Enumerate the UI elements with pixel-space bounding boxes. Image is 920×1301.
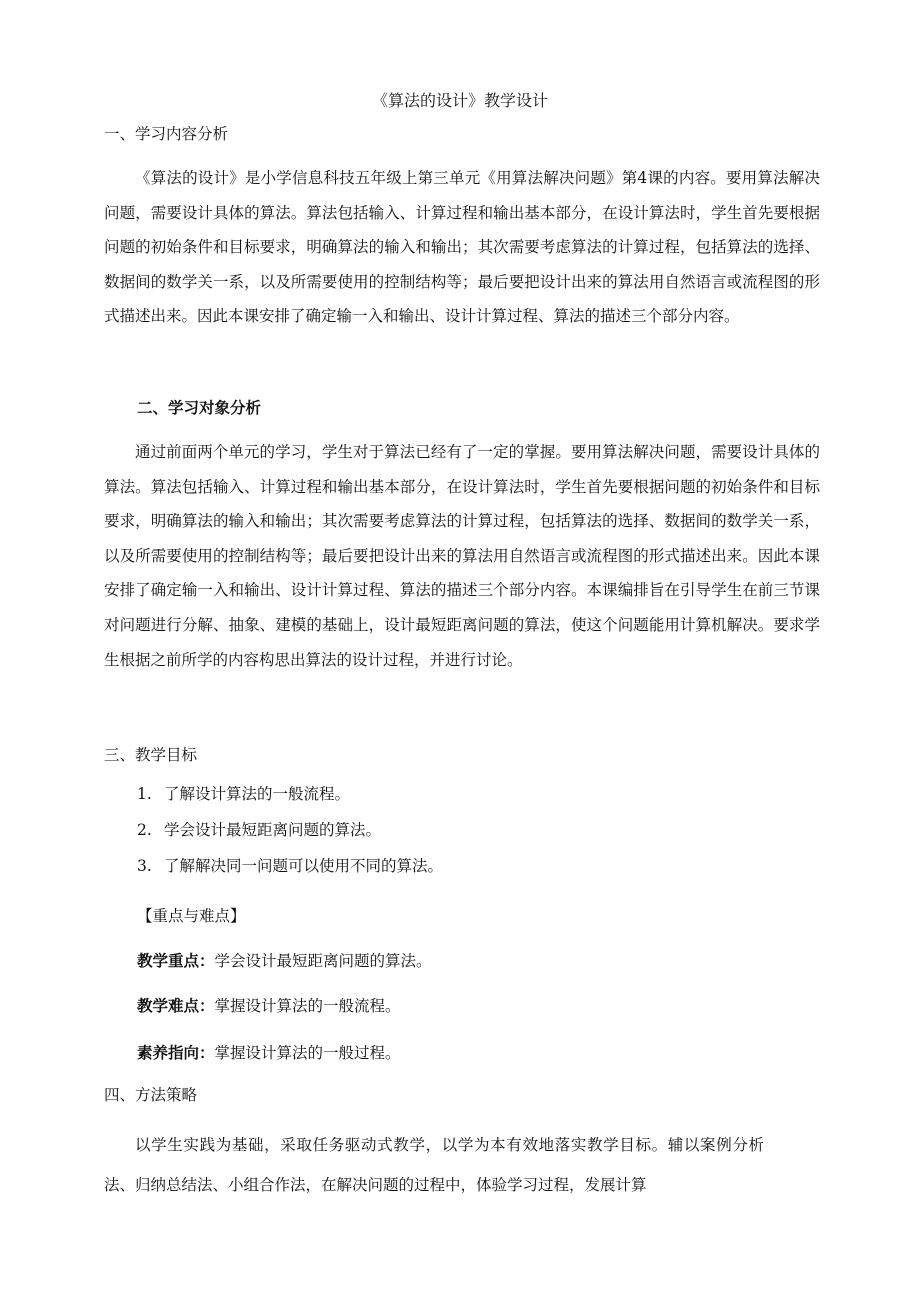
literacy-line bbox=[137, 1042, 401, 1064]
literacy-label: 素养指向： bbox=[137, 1043, 215, 1062]
document-title: 《算法的设计》教学设计 bbox=[371, 91, 548, 110]
goal-number: 1. bbox=[137, 785, 152, 803]
key-points-heading: 【重点与难点】 bbox=[137, 907, 246, 925]
key-point-line bbox=[137, 950, 432, 972]
teaching-goals-list bbox=[137, 783, 443, 891]
difficulty-line bbox=[137, 995, 401, 1017]
goal-number: 3. bbox=[137, 857, 152, 875]
goal-number: 2. bbox=[137, 821, 152, 839]
paragraph-learner-analysis: 通过前面两个单元的学习，学生对于算法已经有了一定的掌握。要用算法解决问题，需要设计具体的算法。算法包括输入、计算过程和输出基本部分，在设计算法时，学生首先要根据问题的初始条件和目标要求，明确算法的输入和输出；其次需要考虑算法的计算过程，包括算法的选择、数据间的数学关一系，以及所需要使用的控制结构等；最后要把设计出来的算法用自然语言或流程图的形式描述出来。因此本课安排了确定输一入和输出、设计计算过程、算法的描述三个部分内容。本课编排旨在引导学生在前三节课对问题进行分解、抽象、建模的基础上，设计最短距离问题的算法，使这个问题能用计算机解决。要求学生根据之前所学的内容构思出算法的设计过程，并进行讨论。 bbox=[104, 443, 820, 669]
goal-text: 学会设计最短距离问题的算法。 bbox=[164, 821, 382, 839]
section-heading-learner-analysis: 二、学习对象分析 bbox=[137, 398, 262, 417]
paragraph-methods: 以学生实践为基础，采取任务驱动式教学，以学为本有效地落实教学目标。辅以案例分析法、归纳总结法、小组合作法，在解决问题的过程中，体验学习过程，发展计算 bbox=[104, 1136, 764, 1194]
goal-item bbox=[137, 819, 443, 855]
paragraph-content-analysis: 《算法的设计》是小学信息科技五年级上第三单元《用算法解决问题》第4课的内容。要用算法解决问题，需要设计具体的算法。算法包括输入、计算过程和输出基本部分，在设计算法时，学生首先要根据问题的初始条件和目标要求，明确算法的输入和输出；其次需要考虑算法的计算过程，包括算法的选择、数据间的数学关一系，以及所需要使用的控制结构等；最后要把设计出来的算法用自然语言或流程图的形式描述出来。因此本课安排了确定输一入和输出、设计计算过程、算法的描述三个部分内容。 bbox=[104, 169, 820, 325]
section-heading-methods: 四、方法策略 bbox=[104, 1086, 198, 1104]
difficulty-text: 掌握设计算法的一般流程。 bbox=[214, 997, 401, 1015]
key-point-label: 教学重点： bbox=[137, 951, 215, 970]
literacy-text: 掌握设计算法的一般过程。 bbox=[214, 1044, 401, 1062]
goal-text: 了解设计算法的一般流程。 bbox=[164, 785, 351, 803]
section-heading-teaching-goals: 三、教学目标 bbox=[104, 746, 198, 764]
goal-text: 了解解决同一问题可以使用不同的算法。 bbox=[164, 857, 444, 875]
goal-item bbox=[137, 855, 443, 891]
key-point-text: 学会设计最短距离问题的算法。 bbox=[214, 952, 432, 970]
goal-item bbox=[137, 783, 443, 819]
section-heading-content-analysis: 一、学习内容分析 bbox=[104, 125, 229, 143]
difficulty-label: 教学难点： bbox=[137, 996, 215, 1015]
